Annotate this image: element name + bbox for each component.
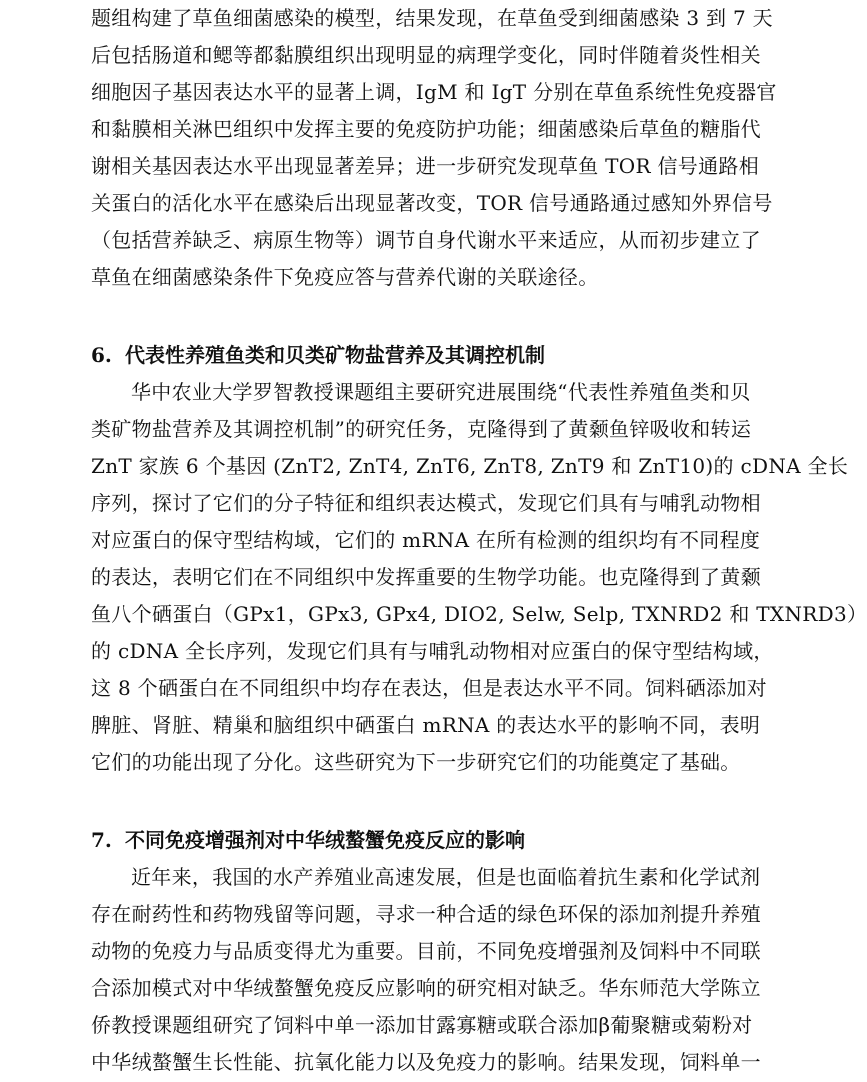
text-line: 脾脏、肾脏、精巢和脑组织中硒蛋白 mRNA 的表达水平的影响不同，表明: [91, 713, 761, 737]
text-line: 类矿物盐营养及其调控机制”的研究任务，克隆得到了黄颡鱼锌吸收和转运: [91, 417, 752, 441]
text-line: 和黏膜相关淋巴组织中发挥主要的免疫防护功能；细菌感染后草鱼的糖脂代: [91, 117, 761, 141]
text-line: 草鱼在细菌感染条件下免疫应答与营养代谢的关联途径。: [91, 265, 599, 289]
section-title: 代表性养殖鱼类和贝类矿物盐营养及其调控机制: [125, 343, 545, 367]
text-line: 题组构建了草鱼细菌感染的模型，结果发现，在草鱼受到细菌感染 3 到 7 天: [91, 6, 773, 30]
text-line: 侨教授课题组研究了饲料中单一添加甘露寡糖或联合添加β葡聚糖或菊粉对: [91, 1013, 753, 1037]
text-line: 谢相关基因表达水平出现显著差异；进一步研究发现草鱼 TOR 信号通路相: [91, 154, 760, 178]
text-line: 中华绒螯蟹生长性能、抗氧化能力以及免疫力的影响。结果发现，饲料单一: [91, 1050, 761, 1074]
section-heading: [91, 337, 545, 373]
text-line: 关蛋白的活化水平在感染后出现显著改变，TOR 信号通路通过感知外界信号: [91, 191, 773, 215]
text-line: 后包括肠道和鳃等都黏膜组织出现明显的病理学变化，同时伴随着炎性相关: [91, 43, 761, 67]
text-line: 的 cDNA 全长序列，发现它们具有与哺乳动物相对应蛋白的保守型结构域，: [91, 639, 774, 663]
text-line: 鱼八个硒蛋白（GPx1，GPx3, GPx4, DIO2, Selw, Selp, TXNRD2 和 TXNRD3）: [91, 602, 867, 626]
text-line: 这 8 个硒蛋白在不同组织中均存在表达，但是表达水平不同。饲料硒添加对: [91, 676, 767, 700]
text-line: 序列，探讨了它们的分子特征和组织表达模式，发现它们具有与哺乳动物相: [91, 491, 761, 515]
text-line: 华中农业大学罗智教授课题组主要研究进展围绕“代表性养殖鱼类和贝: [131, 380, 751, 404]
text-line: 合添加模式对中华绒螯蟹免疫反应影响的研究相对缺乏。华东师范大学陈立: [91, 976, 761, 1000]
text-line: 近年来，我国的水产养殖业高速发展，但是也面临着抗生素和化学试剂: [131, 865, 761, 889]
section-number: 7.: [91, 828, 112, 852]
text-line: 动物的免疫力与品质变得尤为重要。目前，不同免疫增强剂及饲料中不同联: [91, 939, 761, 963]
text-line: 细胞因子基因表达水平的显著上调，IgM 和 IgT 分别在草鱼系统性免疫器官: [91, 80, 777, 104]
text-line: 的表达，表明它们在不同组织中发挥重要的生物学功能。也克隆得到了黄颡: [91, 565, 761, 589]
section-heading: [91, 822, 525, 858]
text-line: 存在耐药性和药物残留等问题，寻求一种合适的绿色环保的添加剂提升养殖: [91, 902, 761, 926]
text-line: 它们的功能出现了分化。这些研究为下一步研究它们的功能奠定了基础。: [91, 750, 741, 774]
text-line: 对应蛋白的保守型结构域，它们的 mRNA 在所有检测的组织均有不同程度: [91, 528, 761, 552]
text-line: （包括营养缺乏、病原生物等）调节自身代谢水平来适应，从而初步建立了: [91, 228, 761, 252]
text-line: ZnT 家族 6 个基因 (ZnT2, ZnT4, ZnT6, ZnT8, ZnT9 和 ZnT10)的 cDNA 全长: [91, 454, 849, 478]
section-title: 不同免疫增强剂对中华绒螯蟹免疫反应的影响: [125, 828, 525, 852]
section-number: 6.: [91, 343, 112, 367]
